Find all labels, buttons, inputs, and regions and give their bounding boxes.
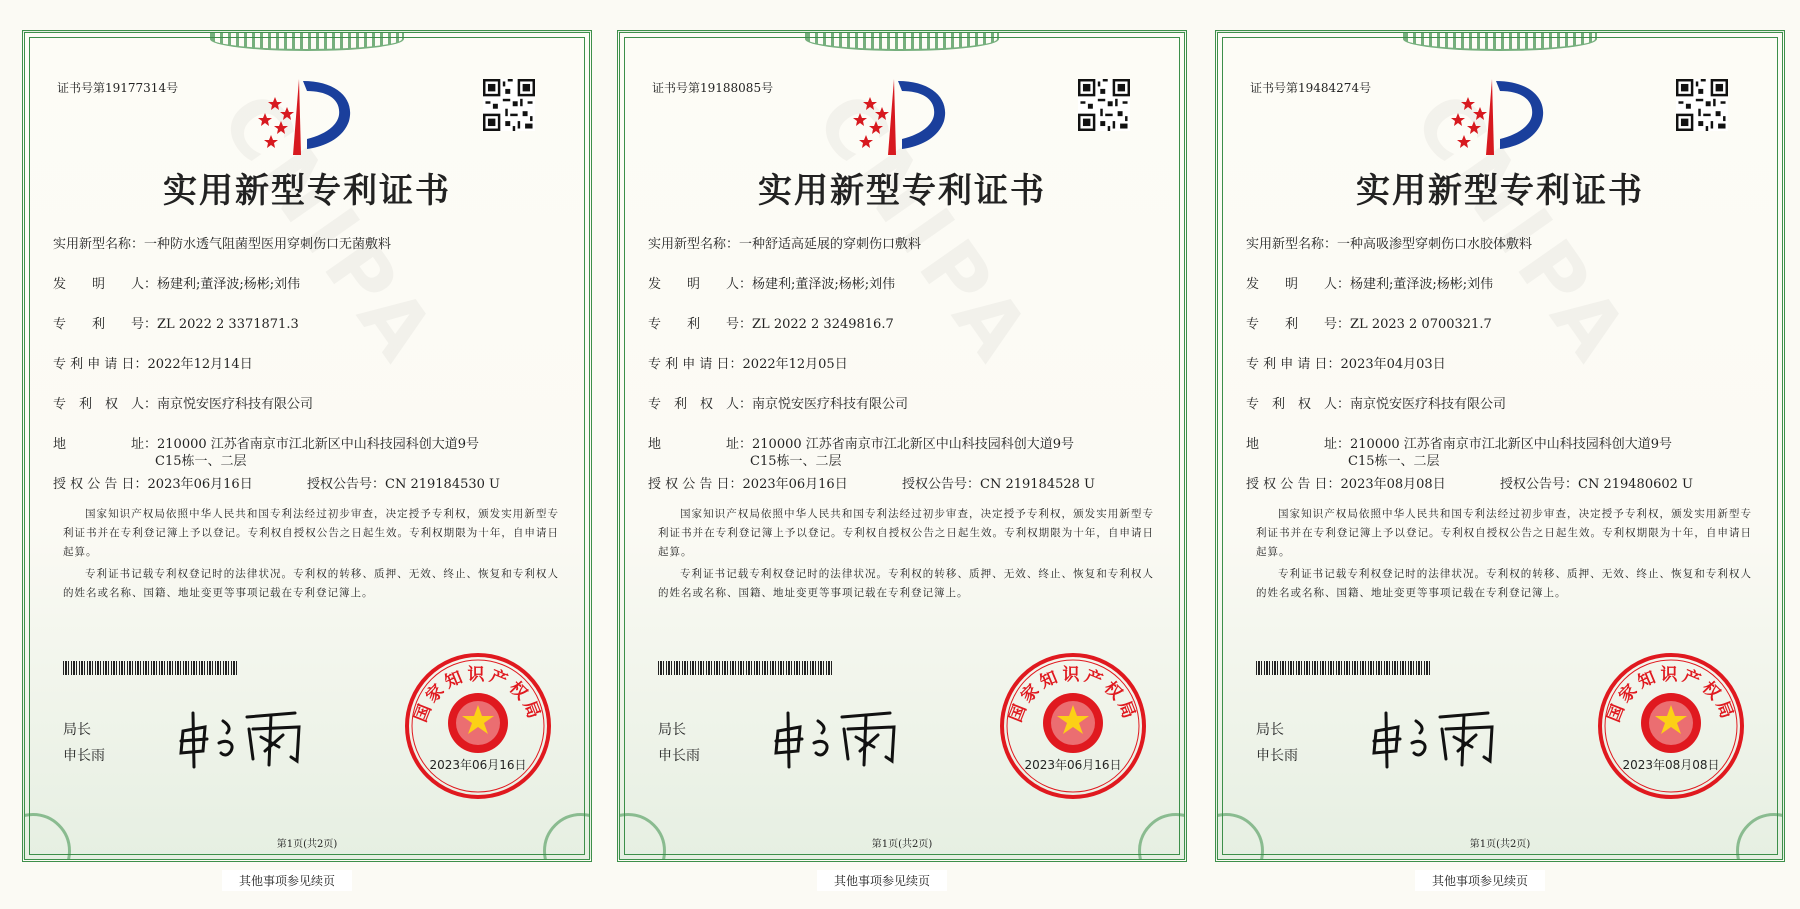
address-row — [53, 433, 479, 452]
patent-name: 一种防水透气阻菌型医用穿刺伤口无菌敷料 — [144, 237, 392, 252]
grant-number-label: 授权公告号： — [307, 477, 386, 492]
patent-number-row — [648, 313, 894, 332]
owner-label: 专 利 权 人： — [1246, 397, 1351, 412]
inventor-row — [1246, 273, 1493, 292]
cnipa-logo-icon — [257, 77, 367, 159]
director-name: 申长雨 — [658, 748, 700, 764]
director-signature — [770, 703, 910, 773]
inventor-row — [53, 273, 300, 292]
patent-name: 一种高吸渗型穿刺伤口水胶体敷料 — [1337, 237, 1533, 252]
seal-date: 2023年06月16日 — [1024, 758, 1122, 772]
grant-date-label: 授 权 公 告 日： — [53, 477, 148, 492]
footer-note: 其他事项参见续页 — [1415, 870, 1545, 891]
address-line-1: 210000 江苏省南京市江北新区中山科技园科创大道9号 — [752, 437, 1075, 452]
grant-date-label: 授 权 公 告 日： — [648, 477, 743, 492]
seal-text: 国家知识产权局 — [410, 665, 546, 725]
owner: 南京悦安医疗科技有限公司 — [157, 397, 314, 412]
owner: 南京悦安医疗科技有限公司 — [1350, 397, 1507, 412]
apply-date-label: 专 利 申 请 日： — [53, 357, 148, 372]
patent-number-row — [1246, 313, 1492, 332]
seal-text: 国家知识产权局 — [1005, 665, 1141, 725]
footer-note: 其他事项参见续页 — [222, 870, 352, 891]
qr-code-icon — [1676, 79, 1728, 131]
grant-date-row — [1246, 473, 1446, 492]
patent-name-label: 实用新型名称： — [1246, 237, 1338, 252]
director-name: 申长雨 — [1256, 748, 1298, 764]
patent-name-label: 实用新型名称： — [53, 237, 145, 252]
patent-number: ZL 2022 2 3249816.7 — [752, 317, 894, 332]
grant-number-row — [1500, 473, 1693, 492]
director-title: 局长 — [658, 722, 686, 738]
address-row — [1246, 433, 1672, 452]
grant-date: 2023年06月16日 — [742, 477, 848, 492]
patent-name-row — [1246, 233, 1532, 252]
director-title: 局长 — [63, 722, 91, 738]
seal-date: 2023年08月08日 — [1622, 758, 1720, 772]
apply-date-label: 专 利 申 请 日： — [648, 357, 743, 372]
certificate-title: 实用新型专利证书 — [163, 171, 451, 211]
inventor-label: 发 明 人： — [1246, 277, 1351, 292]
footer-note: 其他事项参见续页 — [817, 870, 947, 891]
qr-code-icon — [483, 79, 535, 131]
certificate-title: 实用新型专利证书 — [1356, 171, 1644, 211]
inventor-label: 发 明 人： — [648, 277, 753, 292]
owner-row — [1246, 393, 1506, 412]
grant-date-row — [53, 473, 253, 492]
address-line-1: 210000 江苏省南京市江北新区中山科技园科创大道9号 — [157, 437, 480, 452]
patent-number-label: 专 利 号： — [1246, 317, 1351, 332]
certificate-2 — [617, 30, 1187, 862]
statement-paragraph-1: 国家知识产权局依照中华人民共和国专利法经过初步审查，决定授予专利权，颁发实用新型专利证书并在专利登记簿上予以登记。专利权自授权公告之日起生效。专利权期限为十年，自申请日起算。 — [658, 508, 1154, 558]
statement-paragraph-2: 专利证书记载专利权登记时的法律状况。专利权的转移、质押、无效、终止、恢复和专利权人的姓名或名称、国籍、地址变更等事项记载在专利登记簿上。 — [63, 568, 559, 599]
top-ornament — [210, 30, 404, 51]
address-line-2: C15栋一、二层 — [1348, 454, 1440, 469]
barcode-icon — [63, 661, 238, 675]
patent-name-label: 实用新型名称： — [648, 237, 740, 252]
inventor-label: 发 明 人： — [53, 277, 158, 292]
owner-label: 专 利 权 人： — [648, 397, 753, 412]
certificate-number: 证书号第19177314号 — [57, 81, 179, 95]
certificate-1 — [22, 30, 592, 862]
grant-number-row — [902, 473, 1095, 492]
official-seal — [1596, 651, 1746, 801]
apply-date: 2022年12月14日 — [147, 357, 253, 372]
grant-number: CN 219184530 U — [385, 477, 500, 492]
patent-number: ZL 2022 2 3371871.3 — [157, 317, 299, 332]
statement-paragraph-2: 专利证书记载专利权登记时的法律状况。专利权的转移、质押、无效、终止、恢复和专利权人的姓名或名称、国籍、地址变更等事项记载在专利登记簿上。 — [1256, 568, 1752, 599]
patent-number-label: 专 利 号： — [648, 317, 753, 332]
certificate-3 — [1215, 30, 1785, 862]
barcode-icon — [658, 661, 833, 675]
seal-text: 国家知识产权局 — [1603, 665, 1739, 725]
address-line-2: C15栋一、二层 — [155, 454, 247, 469]
barcode-icon — [1256, 661, 1431, 675]
cnipa-logo-icon — [1450, 77, 1560, 159]
inventor: 杨建利;董泽波;杨彬;刘伟 — [1350, 277, 1494, 292]
apply-date: 2022年12月05日 — [742, 357, 848, 372]
apply-date-row — [1246, 353, 1446, 372]
top-ornament — [1403, 30, 1597, 51]
apply-date-label: 专 利 申 请 日： — [1246, 357, 1341, 372]
apply-date-row — [53, 353, 253, 372]
cnipa-logo-icon — [852, 77, 962, 159]
patent-name-row — [648, 233, 921, 252]
owner-label: 专 利 权 人： — [53, 397, 158, 412]
patent-number-label: 专 利 号： — [53, 317, 158, 332]
owner-row — [648, 393, 908, 412]
statement-paragraph-1: 国家知识产权局依照中华人民共和国专利法经过初步审查，决定授予专利权，颁发实用新型专利证书并在专利登记簿上予以登记。专利权自授权公告之日起生效。专利权期限为十年，自申请日起算。 — [63, 508, 559, 558]
address-line-2: C15栋一、二层 — [750, 454, 842, 469]
inventor-row — [648, 273, 895, 292]
official-seal — [998, 651, 1148, 801]
certificate-number: 证书号第19188085号 — [652, 81, 774, 95]
patent-name-row — [53, 233, 391, 252]
grant-number-label: 授权公告号： — [1500, 477, 1579, 492]
certificate-title: 实用新型专利证书 — [758, 171, 1046, 211]
patent-number: ZL 2023 2 0700321.7 — [1350, 317, 1492, 332]
grant-date-label: 授 权 公 告 日： — [1246, 477, 1341, 492]
director-signature — [1368, 703, 1508, 773]
address-row — [648, 433, 1074, 452]
page-number: 第1页(共2页) — [276, 839, 338, 850]
patent-number-row — [53, 313, 299, 332]
grant-date: 2023年06月16日 — [147, 477, 253, 492]
qr-code-icon — [1078, 79, 1130, 131]
statement-paragraph-1: 国家知识产权局依照中华人民共和国专利法经过初步审查，决定授予专利权，颁发实用新型专利证书并在专利登记簿上予以登记。专利权自授权公告之日起生效。专利权期限为十年，自申请日起算。 — [1256, 508, 1752, 558]
patent-name: 一种舒适高延展的穿刺伤口敷料 — [739, 237, 922, 252]
owner-row — [53, 393, 313, 412]
director-name: 申长雨 — [63, 748, 105, 764]
statement-paragraph-2: 专利证书记载专利权登记时的法律状况。专利权的转移、质押、无效、终止、恢复和专利权人的姓名或名称、国籍、地址变更等事项记载在专利登记簿上。 — [658, 568, 1154, 599]
inventor: 杨建利;董泽波;杨彬;刘伟 — [752, 277, 896, 292]
grant-date: 2023年08月08日 — [1340, 477, 1446, 492]
certificate-number: 证书号第19484274号 — [1250, 81, 1372, 95]
grant-date-row — [648, 473, 848, 492]
top-ornament — [805, 30, 999, 51]
seal-date: 2023年06月16日 — [429, 758, 527, 772]
official-seal — [403, 651, 553, 801]
address-line-1: 210000 江苏省南京市江北新区中山科技园科创大道9号 — [1350, 437, 1673, 452]
grant-number-label: 授权公告号： — [902, 477, 981, 492]
page-number: 第1页(共2页) — [871, 839, 933, 850]
address-label: 地 址： — [53, 437, 158, 452]
grant-number: CN 219184528 U — [980, 477, 1095, 492]
address-label: 地 址： — [1246, 437, 1351, 452]
apply-date-row — [648, 353, 848, 372]
grant-number-row — [307, 473, 500, 492]
inventor: 杨建利;董泽波;杨彬;刘伟 — [157, 277, 301, 292]
address-label: 地 址： — [648, 437, 753, 452]
owner: 南京悦安医疗科技有限公司 — [752, 397, 909, 412]
apply-date: 2023年04月03日 — [1340, 357, 1446, 372]
director-title: 局长 — [1256, 722, 1284, 738]
director-signature — [175, 703, 315, 773]
grant-number: CN 219480602 U — [1578, 477, 1693, 492]
page-number: 第1页(共2页) — [1469, 839, 1531, 850]
